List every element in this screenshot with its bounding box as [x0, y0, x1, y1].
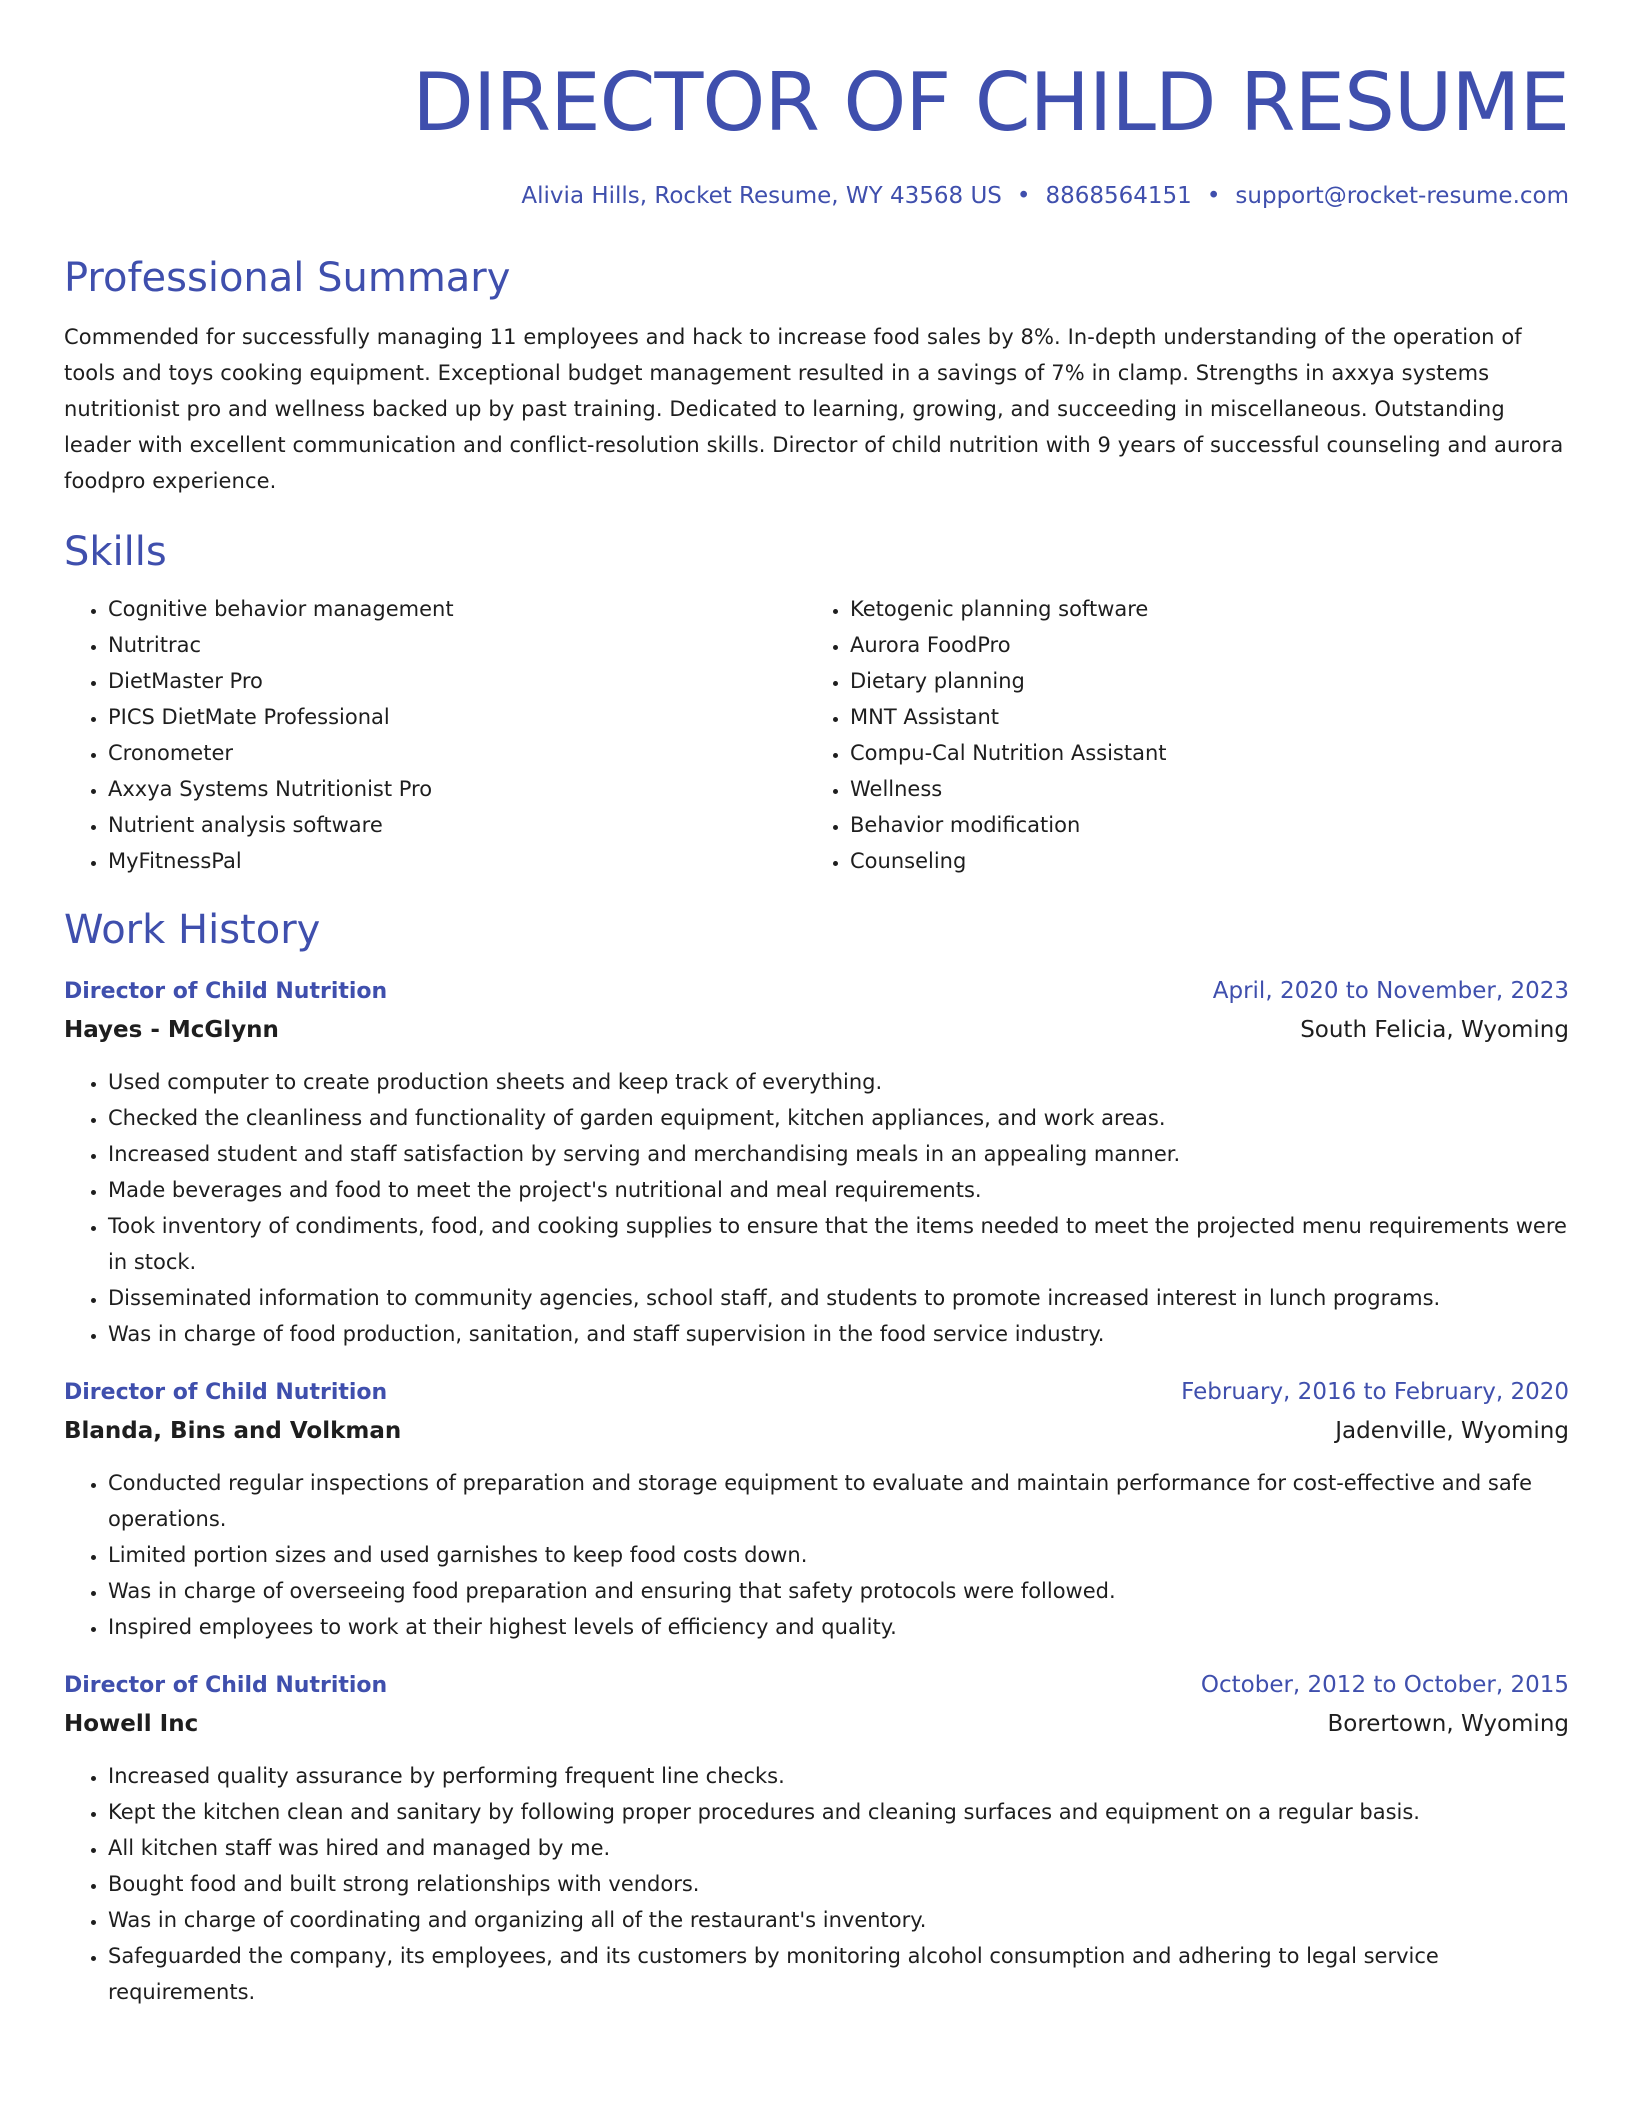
skill-item: • Nutrient analysis software — [108, 807, 806, 843]
job-bullet: • Disseminated information to community agencies, school staff, and students to promote increased interest in lunch programs. — [108, 1280, 1569, 1316]
skills-list-left — [64, 591, 806, 879]
job-title: Director of Child Nutrition — [64, 1673, 388, 1698]
job-bullet: • Safeguarded the company, its employees, and its customers by monitoring alcohol consumption and adhering to legal service requirements. — [108, 1938, 1569, 2010]
job-bullet: • Was in charge of food production, sanitation, and staff supervision in the food service industry. — [108, 1316, 1569, 1352]
job-bullet: • Bought food and built strong relationships with vendors. — [108, 1866, 1569, 1902]
job-bullet: • Limited portion sizes and used garnishes to keep food costs down. — [108, 1537, 1569, 1573]
skill-item: • DietMaster Pro — [108, 663, 806, 699]
skill-item: • Counseling — [850, 843, 1548, 879]
job-company: Howell Inc — [64, 1711, 199, 1737]
skill-item: • PICS DietMate Professional — [108, 699, 806, 735]
job-bullet: • Increased quality assurance by performing frequent line checks. — [108, 1758, 1569, 1794]
skills-list-right — [806, 591, 1548, 879]
resume-name: DIRECTOR OF CHILD RESUME — [412, 56, 1569, 149]
job-dates: April, 2020 to November, 2023 — [1212, 978, 1569, 1004]
skill-item: • Cronometer — [108, 735, 806, 771]
job-location: Jadenville, Wyoming — [1335, 1418, 1569, 1444]
contact-phone: 8868564151 — [1045, 183, 1192, 209]
skill-item: • Compu-Cal Nutrition Assistant — [850, 735, 1548, 771]
job-company: Hayes - McGlynn — [64, 1017, 279, 1043]
skill-item: • MNT Assistant — [850, 699, 1548, 735]
job-company-row — [64, 1704, 1569, 1744]
contact-separator: • — [1206, 183, 1221, 209]
skill-item: • MyFitnessPal — [108, 843, 806, 879]
job-title: Director of Child Nutrition — [64, 979, 388, 1004]
skill-item: • Aurora FoodPro — [850, 627, 1548, 663]
skill-item: • Axxya Systems Nutritionist Pro — [108, 771, 806, 807]
summary-heading: Professional Summary — [64, 255, 511, 301]
job-company: Blanda, Bins and Volkman — [64, 1418, 402, 1444]
job-title: Director of Child Nutrition — [64, 1380, 388, 1405]
job-entry — [64, 973, 1569, 1352]
job-location: Borertown, Wyoming — [1327, 1711, 1569, 1737]
skill-item: • Ketogenic planning software — [850, 591, 1548, 627]
job-bullets — [64, 1758, 1569, 2010]
job-bullet: • Made beverages and food to meet the project's nutritional and meal requirements. — [108, 1172, 1569, 1208]
contact-line — [64, 181, 1569, 211]
contact-email: support@rocket-resume.com — [1235, 183, 1569, 209]
job-title-row — [64, 1374, 1569, 1411]
job-bullets — [64, 1465, 1569, 1645]
job-bullet: • Increased student and staff satisfaction by serving and merchandising meals in an appealing manner. — [108, 1136, 1569, 1172]
skill-item: • Behavior modification — [850, 807, 1548, 843]
job-dates: February, 2016 to February, 2020 — [1181, 1379, 1569, 1405]
job-bullet: • Conducted regular inspections of preparation and storage equipment to evaluate and maintain performance for cost-effective and safe operations. — [108, 1465, 1569, 1537]
job-bullet: • All kitchen staff was hired and managed by me. — [108, 1830, 1569, 1866]
job-bullet: • Took inventory of condiments, food, and cooking supplies to ensure that the items needed to meet the projected menu requirements were in stock. — [108, 1208, 1569, 1280]
job-location: South Felicia, Wyoming — [1300, 1017, 1569, 1043]
job-bullets — [64, 1064, 1569, 1352]
work-history-heading: Work History — [64, 907, 321, 953]
skills-heading: Skills — [64, 529, 167, 575]
job-title-row — [64, 973, 1569, 1010]
skills-grid — [64, 591, 1569, 879]
job-company-row — [64, 1411, 1569, 1451]
job-bullet: • Inspired employees to work at their highest levels of efficiency and quality. — [108, 1609, 1569, 1645]
skill-item: • Cognitive behavior management — [108, 591, 806, 627]
skill-item: • Nutritrac — [108, 627, 806, 663]
skill-item: • Wellness — [850, 771, 1548, 807]
job-company-row — [64, 1010, 1569, 1050]
job-bullet: • Checked the cleanliness and functionality of garden equipment, kitchen appliances, and work areas. — [108, 1100, 1569, 1136]
job-dates: October, 2012 to October, 2015 — [1200, 1672, 1569, 1698]
job-title-row — [64, 1667, 1569, 1704]
job-bullet: • Was in charge of overseeing food preparation and ensuring that safety protocols were followed. — [108, 1573, 1569, 1609]
job-bullet: • Was in charge of coordinating and organizing all of the restaurant's inventory. — [108, 1902, 1569, 1938]
work-history-list — [64, 973, 1569, 2010]
resume-page — [64, 0, 1569, 2010]
job-bullet: • Kept the kitchen clean and sanitary by following proper procedures and cleaning surfaces and equipment on a regular basis. — [108, 1794, 1569, 1830]
job-entry — [64, 1667, 1569, 2010]
job-bullet: • Used computer to create production sheets and keep track of everything. — [108, 1064, 1569, 1100]
contact-address: Alivia Hills, Rocket Resume, WY 43568 US — [521, 183, 1002, 209]
skill-item: • Dietary planning — [850, 663, 1548, 699]
contact-separator: • — [1016, 183, 1031, 209]
summary-text: Commended for successfully managing 11 employees and hack to increase food sales by 8%. In-depth understanding of the operation of tools and toys cooking equipment. Exceptional budget management resulted in a savings of 7% in clamp. Strengths in axxya systems nutritionist pro and wellness backed up by past training. Dedicated to learning, growing, and succeeding in miscellaneous. Outstanding leader with excellent communication and conflict-resolution skills. Director of child nutrition with 9 years of successful counseling and aurora foodpro experience. — [64, 325, 1564, 493]
job-entry — [64, 1374, 1569, 1645]
